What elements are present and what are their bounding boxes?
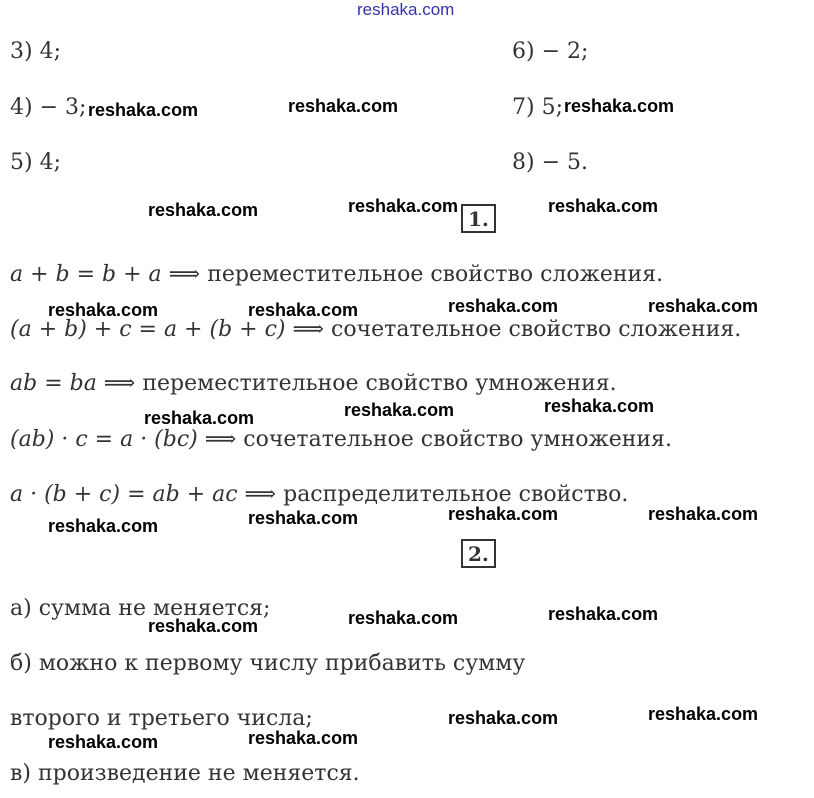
answer-item: второго и третьего числа; xyxy=(10,706,313,731)
watermark: reshaka.com xyxy=(248,508,359,528)
property-text: переместительное свойство умножения. xyxy=(142,371,617,396)
watermark: reshaka.com xyxy=(248,728,359,748)
watermark: reshaka.com xyxy=(148,616,259,636)
formula: a · (b + c) = ab + ac ⟹ xyxy=(10,482,277,507)
watermark: reshaka.com xyxy=(144,408,255,428)
property-text: переместительное свойство сложения. xyxy=(207,262,664,287)
watermark: reshaka.com xyxy=(564,96,675,116)
answer-6: 6) − 2; xyxy=(512,39,589,64)
formula: a + b = b + a ⟹ xyxy=(10,262,201,287)
watermark: reshaka.com xyxy=(344,400,455,420)
watermark: reshaka.com xyxy=(88,100,199,120)
answer-8: 8) − 5. xyxy=(512,150,588,175)
property-line xyxy=(10,426,672,454)
property-text: сочетательное свойство умножения. xyxy=(243,427,672,452)
property-text: сочетательное свойство сложения. xyxy=(331,317,742,342)
answer-5: 5) 4; xyxy=(10,150,61,175)
formula: (a + b) + c = a + (b + c) ⟹ xyxy=(10,317,325,342)
watermark: reshaka.com xyxy=(548,196,659,216)
answer-7: 7) 5; xyxy=(512,95,563,120)
answer-item: а) сумма не меняется; xyxy=(10,596,271,621)
watermark: reshaka.com xyxy=(248,300,359,320)
header-watermark: reshaka.com xyxy=(357,0,455,19)
watermark: reshaka.com xyxy=(448,504,559,524)
watermark: reshaka.com xyxy=(448,708,559,728)
watermark: reshaka.com xyxy=(348,196,459,216)
answer-4: 4) − 3; xyxy=(10,95,87,120)
formula: ab = ba ⟹ xyxy=(10,371,136,396)
watermark: reshaka.com xyxy=(48,732,159,752)
property-line xyxy=(10,261,663,289)
watermark: reshaka.com xyxy=(48,300,159,320)
watermark: reshaka.com xyxy=(648,704,759,724)
watermark: reshaka.com xyxy=(648,296,759,316)
section-1-number: 1. xyxy=(461,204,496,233)
formula: (ab) · c = a · (bc) ⟹ xyxy=(10,427,237,452)
watermark: reshaka.com xyxy=(548,604,659,624)
watermark: reshaka.com xyxy=(448,296,559,316)
property-line xyxy=(10,370,617,398)
answer-item: в) произведение не меняется. xyxy=(10,761,360,786)
answer-3: 3) 4; xyxy=(10,39,61,64)
watermark: reshaka.com xyxy=(148,200,259,220)
watermark: reshaka.com xyxy=(48,516,159,536)
watermark: reshaka.com xyxy=(348,608,459,628)
watermark: reshaka.com xyxy=(648,504,759,524)
watermark: reshaka.com xyxy=(544,396,655,416)
watermark: reshaka.com xyxy=(288,96,399,116)
section-2-number: 2. xyxy=(461,539,496,568)
property-text: распределительное свойство. xyxy=(283,482,629,507)
answer-item: б) можно к первому числу прибавить сумму xyxy=(10,651,526,676)
